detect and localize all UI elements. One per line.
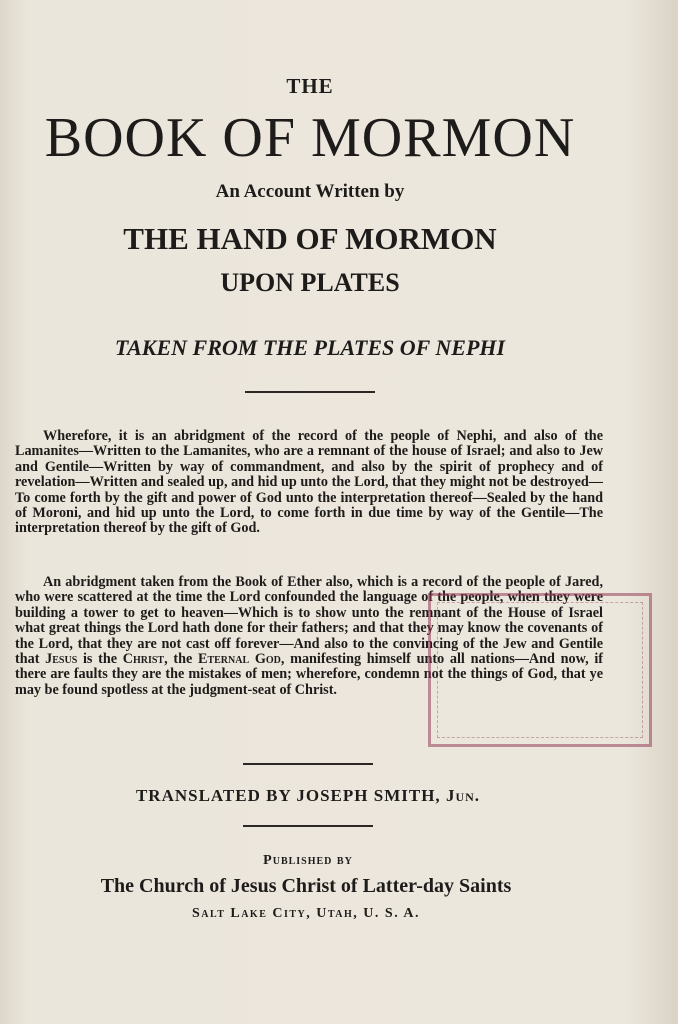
- translator-label: TRANSLATED BY JOSEPH SMITH,: [135, 786, 446, 805]
- subtitle-taken: TAKEN FROM THE PLATES OF NEPHI: [114, 335, 506, 360]
- subtitle-account: An Account Written by: [215, 181, 405, 202]
- ether-eternal: Eternal: [197, 651, 250, 668]
- title-article: THE: [286, 74, 334, 98]
- library-stamp-inner: [437, 602, 643, 738]
- translator-suffix: Jun.: [445, 786, 481, 805]
- ether-god: God: [254, 651, 281, 668]
- subtitle-plates: UPON PLATES: [220, 268, 400, 297]
- ether-jesus: Jesus: [45, 651, 78, 668]
- divider-middle: [243, 763, 373, 765]
- ether-text-1: An abridgment taken from the Book of Ether also, which is a record of the people of Jared, who were scattered at the time the Lord confounded the language of the people, when they were building a tower to get to heaven—Which is to show unto the remnant of the House of Israel what great things the Lord hath done for their fathers; and that they may know the covenants of the Lord, that they are not cast off forever—And also to the convincing of the Jew and Gentile that: [15, 574, 603, 668]
- book-title: BOOK OF MORMON: [44, 107, 576, 169]
- divider-bottom: [243, 825, 373, 827]
- library-stamp: [428, 593, 652, 747]
- divider-top: [245, 391, 375, 393]
- ether-text-3: , the: [164, 651, 198, 668]
- ether-text-5: , manifesting himself unto all nations—And now, if there are faults they are the mistakes of men; wherefore, condemn not the things of God, that ye may be found spotless at the judgment-seat of Christ.: [15, 651, 604, 698]
- translator-line: [0, 786, 616, 806]
- publisher-name: The Church of Jesus Christ of Latter-day Saints: [100, 875, 512, 897]
- ether-christ: Christ: [122, 651, 165, 668]
- paragraph-abridgment: Wherefore, it is an abridgment of the record of the people of Nephi, and also of the Lamanites—Written to the Lamanites, who are a remnant of the house of Israel; and also to Jew and Gentile—Written by way of commandment, and also by the spirit of prophecy and of revelation—Written and sealed up, and hid up unto the Lord, that they might not be destroyed—To come forth by the gift and power of God unto the interpretation thereof—Sealed by the hand of Moroni, and hid up unto the Lord, to come forth in due time by way of the Gentile—The interpretation thereof by the gift of God.: [15, 428, 603, 537]
- publisher-city: Salt Lake City, Utah, U. S. A.: [191, 906, 421, 921]
- subtitle-hand: THE HAND OF MORMON: [123, 221, 497, 256]
- published-by: Published by: [263, 853, 353, 868]
- ether-text-2: is the: [77, 651, 123, 668]
